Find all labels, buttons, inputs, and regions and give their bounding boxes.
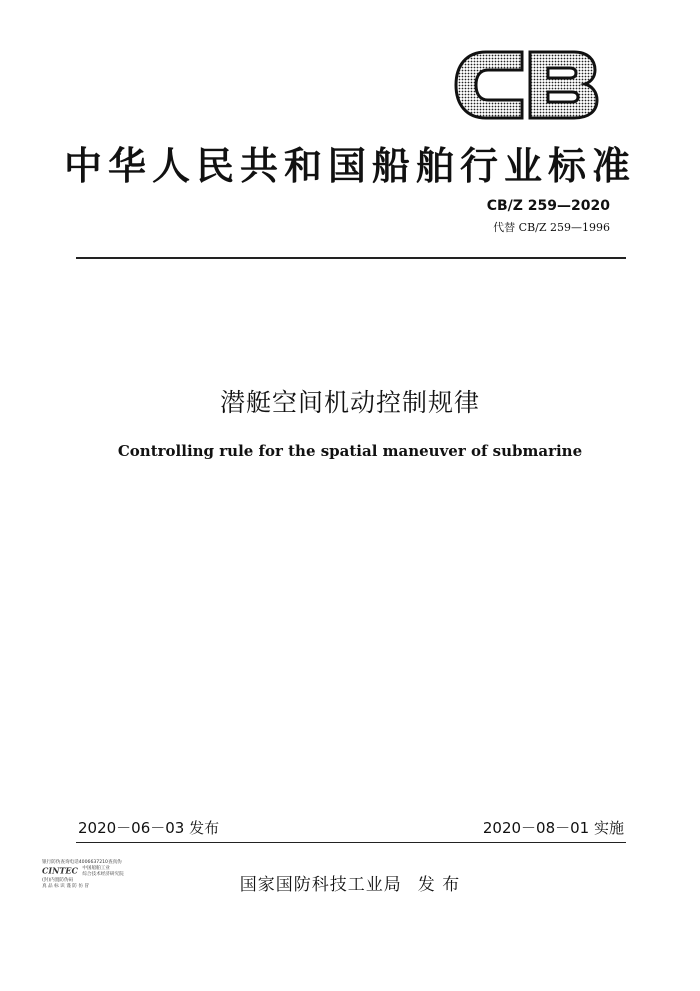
bottom-divider [76, 842, 626, 843]
anti-counterfeit-stamp [42, 860, 152, 890]
issuer-name: 国家国防科技工业局 [239, 875, 402, 895]
logo-letter-c [456, 52, 522, 118]
top-divider [76, 257, 626, 259]
document-title-cn: 潜艇空间机动控制规律 [219, 388, 480, 417]
release-date: 2020－06－03 发布 [78, 819, 220, 837]
document-title-en: Controlling rule for the spatial maneuver of submarine [117, 442, 583, 460]
standard-title: 中华人民共和国船舶行业标准 [63, 144, 636, 188]
stamp-brand: CINTEC [42, 865, 78, 876]
stamp-org1: 中国船舶工业 [82, 866, 110, 871]
stamp-org2: 综合技术经济研究院 [82, 872, 124, 877]
cb-logo [452, 48, 600, 122]
standard-code: CB/Z 259—2020 [486, 198, 610, 214]
stamp-line1: 银行防伪查询电话4006637210查真伪 [42, 860, 122, 865]
replaces-code: 代替 CB/Z 259—1996 [493, 221, 610, 234]
logo-letter-b [530, 52, 597, 118]
implement-date: 2020－08－01 实施 [482, 819, 624, 837]
stamp-line4: 真 品 标 识 谨 防 仿 冒 [42, 884, 89, 889]
issuer-action: 发 布 [417, 875, 461, 895]
stamp-line3: (封)内置防伪码 [42, 878, 74, 883]
